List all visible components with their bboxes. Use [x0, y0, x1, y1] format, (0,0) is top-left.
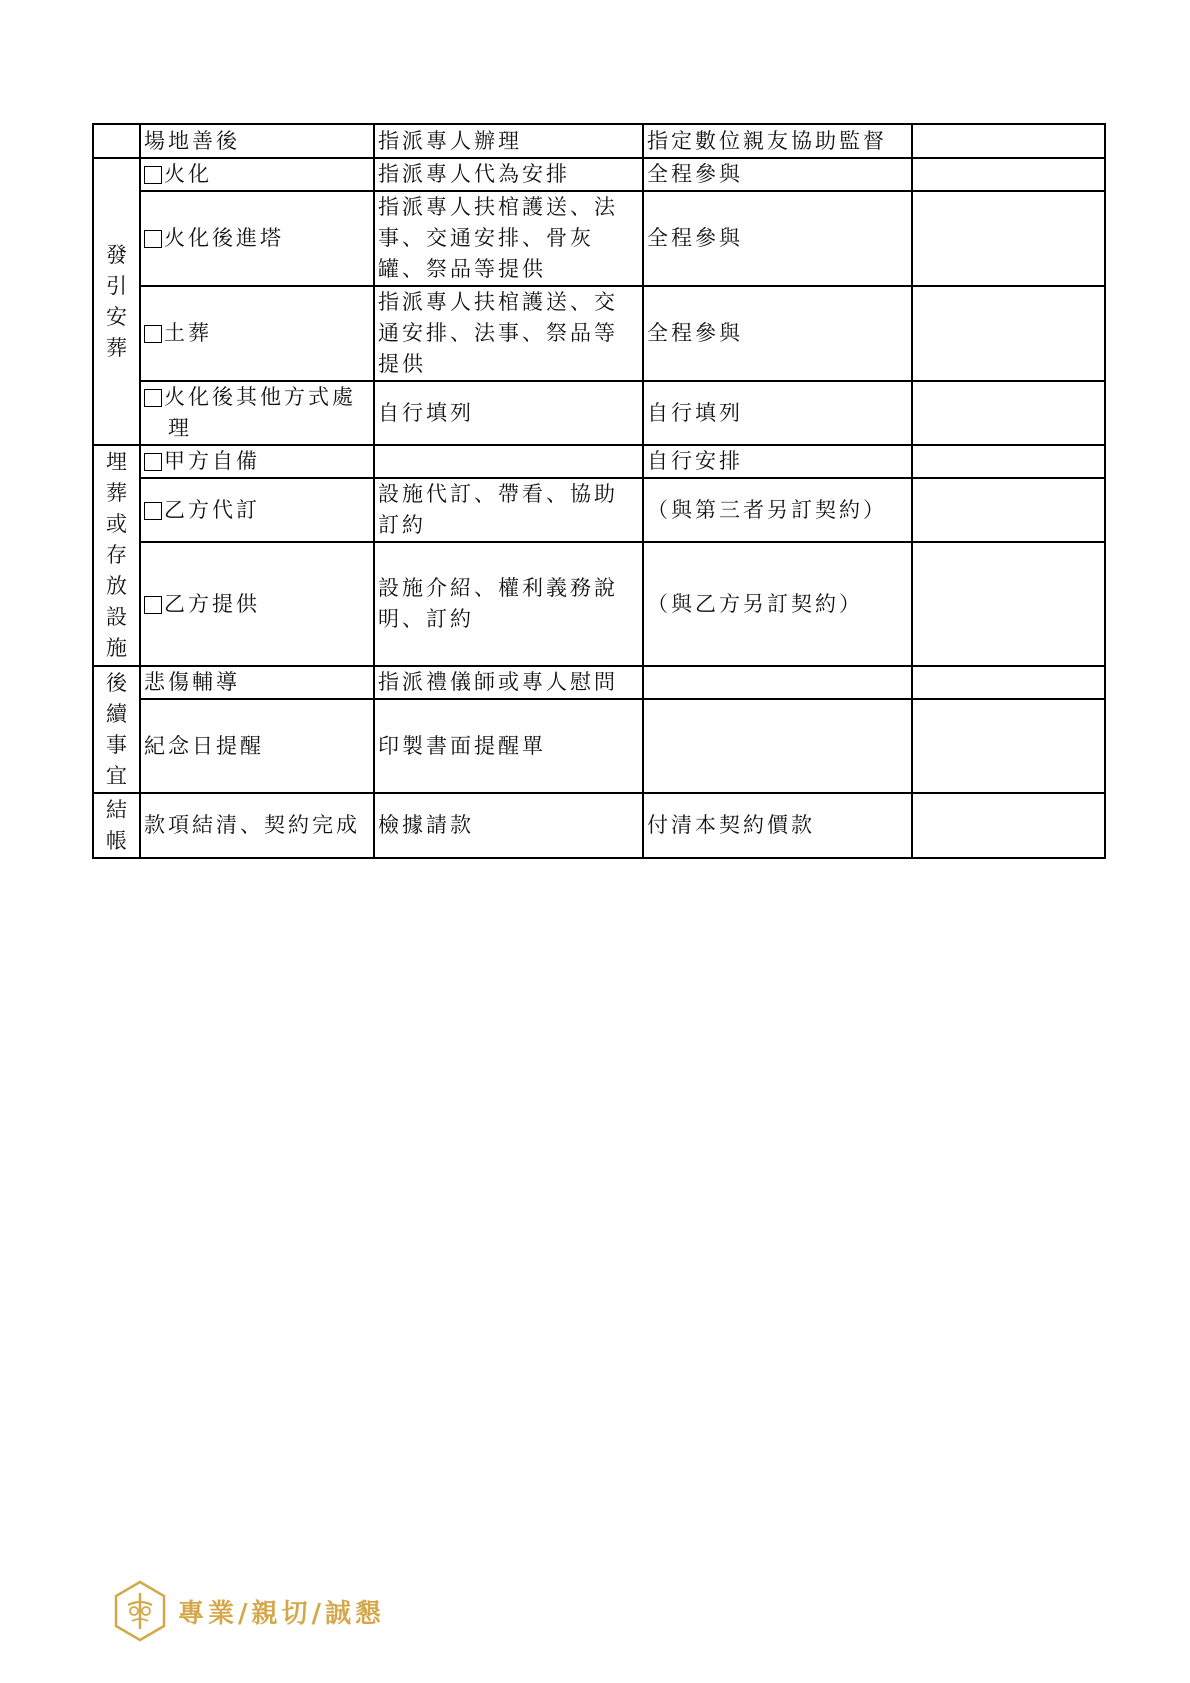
item-cell [140, 381, 374, 445]
service-cell: 設施代訂、帶看、協助訂約 [374, 478, 643, 542]
family-cell: 指定數位親友協助監督 [643, 124, 912, 158]
note-cell [912, 542, 1105, 666]
note-cell [912, 158, 1105, 191]
table-row [93, 191, 1105, 286]
item-label: 乙方代訂 [164, 497, 260, 522]
note-cell [912, 666, 1105, 699]
note-cell [912, 445, 1105, 478]
table-row [93, 793, 1105, 858]
item-cell [140, 286, 374, 381]
checkbox-icon[interactable] [144, 502, 162, 520]
family-cell: 自行填列 [643, 381, 912, 445]
family-cell: 自行安排 [643, 445, 912, 478]
note-cell [912, 381, 1105, 445]
service-cell: 指派專人扶棺護送、交通安排、法事、祭品等提供 [374, 286, 643, 381]
service-cell: 指派禮儀師或專人慰問 [374, 666, 643, 699]
section-label: 埋葬或存放設施 [106, 450, 127, 660]
checkbox-icon[interactable] [144, 596, 162, 614]
service-cell: 自行填列 [374, 381, 643, 445]
section-label: 結帳 [106, 797, 127, 853]
item-cell [140, 542, 374, 666]
table-row [93, 381, 1105, 445]
service-cell: 指派專人扶棺護送、法事、交通安排、骨灰罐、祭品等提供 [374, 191, 643, 286]
section-label: 發引安葬 [106, 242, 127, 360]
footer [112, 1578, 385, 1644]
service-cell: 指派專人代為安排 [374, 158, 643, 191]
table-row [93, 699, 1105, 793]
checkbox-icon[interactable] [144, 389, 162, 407]
section-cell-facility [93, 445, 140, 666]
item-label: 甲方自備 [164, 449, 260, 473]
family-cell: 全程參與 [643, 158, 912, 191]
section-cell-followup [93, 666, 140, 793]
checkbox-icon[interactable] [144, 325, 162, 343]
table-row [93, 478, 1105, 542]
service-table [92, 123, 1106, 859]
item-label: 乙方提供 [164, 591, 260, 616]
item-cell: 款項結清、契約完成 [140, 793, 374, 858]
family-cell [643, 699, 912, 793]
note-cell [912, 286, 1105, 381]
family-cell [643, 666, 912, 699]
family-cell: 全程參與 [643, 286, 912, 381]
footer-slogan: 專業/親切/誠懇 [178, 1598, 385, 1629]
service-cell: 檢據請款 [374, 793, 643, 858]
service-cell: 指派專人辦理 [374, 124, 643, 158]
family-cell: （與第三者另訂契約） [643, 478, 912, 542]
table-row [93, 286, 1105, 381]
item-cell [140, 445, 374, 478]
item-cell [140, 158, 374, 191]
item-cell: 紀念日提醒 [140, 699, 374, 793]
family-cell: （與乙方另訂契約） [643, 542, 912, 666]
family-cell: 全程參與 [643, 191, 912, 286]
note-cell [912, 124, 1105, 158]
item-label: 火化後進塔 [164, 226, 284, 250]
service-cell: 設施介紹、權利義務說明、訂約 [374, 542, 643, 666]
table-row [93, 542, 1105, 666]
checkbox-icon[interactable] [144, 230, 162, 248]
item-label: 火化 [164, 162, 212, 186]
item-cell [140, 478, 374, 542]
checkbox-icon[interactable] [144, 166, 162, 184]
note-cell [912, 191, 1105, 286]
hexagon-cross-logo-icon [112, 1579, 168, 1643]
note-cell [912, 699, 1105, 793]
item-cell: 悲傷輔導 [140, 666, 374, 699]
service-cell [374, 445, 643, 478]
table-row [93, 124, 1105, 158]
item-label: 土葬 [164, 321, 212, 345]
section-cell-burial [93, 158, 140, 445]
item-cell: 場地善後 [140, 124, 374, 158]
note-cell [912, 478, 1105, 542]
table-row [93, 666, 1105, 699]
section-cell-settlement [93, 793, 140, 858]
item-label: 火化後其他方式處 [164, 385, 356, 409]
section-label: 後續事宜 [106, 670, 127, 788]
checkbox-icon[interactable] [144, 453, 162, 471]
table-row [93, 445, 1105, 478]
table-row [93, 158, 1105, 191]
family-cell: 付清本契約價款 [643, 793, 912, 858]
item-label-continued: 理 [168, 416, 192, 440]
item-cell [140, 191, 374, 286]
section-cell-empty [93, 124, 140, 158]
note-cell [912, 793, 1105, 858]
service-cell: 印製書面提醒單 [374, 699, 643, 793]
